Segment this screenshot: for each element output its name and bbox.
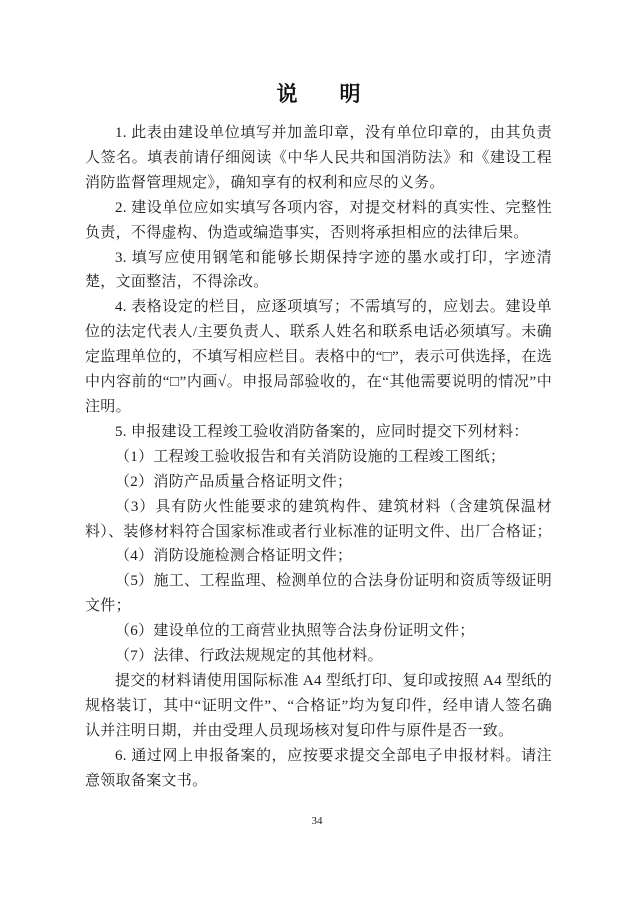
page-number: 34	[311, 815, 323, 827]
list-item-6: （6）建设单位的工商营业执照等合法身份证明文件；	[115, 623, 475, 640]
paragraph-6: 6. 通过网上申报备案的，应按要求提交全部电子申报材料。请注意领取备案文书。	[85, 747, 552, 789]
list-item-2: （2）消防产品质量合格证明文件；	[115, 473, 353, 490]
paragraph-materials-note: 提交的材料请使用国际标准 A4 型纸打印、复印或按照 A4 型纸的规格装订，其中“证明文件”、“合格证”均为复印件，经申请人签名确认并注明日期，并由受理人员现场核对复印件与原件是否一致。	[85, 672, 552, 739]
list-item-5: （5）施工、工程监理、检测单位的合法身份证明和资质等级证明文件；	[85, 573, 552, 615]
document-content	[85, 80, 552, 793]
paragraph-2: 2. 建设单位应如实填写各项内容，对提交材料的真实性、完整性负责，不得虚构、伪造或编造事实，否则将承担相应的法律后果。	[85, 199, 552, 241]
page-title: 说 明	[276, 82, 361, 106]
paragraph-3: 3. 填写应使用钢笔和能够长期保持字迹的墨水或打印，字迹清楚，文面整洁，不得涂改。	[85, 249, 552, 291]
list-item-7: （7）法律、行政法规规定的其他材料。	[115, 648, 383, 665]
paragraph-1: 1. 此表由建设单位填写并加盖印章，没有单位印章的，由其负责人签名。填表前请仔细阅读《中华人民共和国消防法》和《建设工程消防监督管理规定》，确知享有的权利和应尽的义务。	[85, 125, 552, 191]
list-item-1: （1）工程竣工验收报告和有关消防设施的工程竣工图纸；	[115, 448, 506, 465]
list-item-3: （3）具有防火性能要求的建筑构件、建筑材料（含建筑保温材料）、装修材料符合国家标准或者行业标准的证明文件、出厂合格证；	[85, 498, 552, 540]
list-item-4: （4）消防设施检测合格证明文件；	[115, 548, 353, 565]
paragraph-4: 4. 表格设定的栏目，应逐项填写；不需填写的，应划去。建设单位的法定代表人/主要负责人、联系人姓名和联系电话必须填写。未确定监理单位的，不填写相应栏目。表格中的“□”，表示可供选择，在选中内容前的“□”内画√。申报局部验收的，在“其他需要说明的情况”中注明。	[85, 299, 552, 415]
paragraph-5: 5. 申报建设工程竣工验收消防备案的，应同时提交下列材料：	[115, 423, 529, 440]
